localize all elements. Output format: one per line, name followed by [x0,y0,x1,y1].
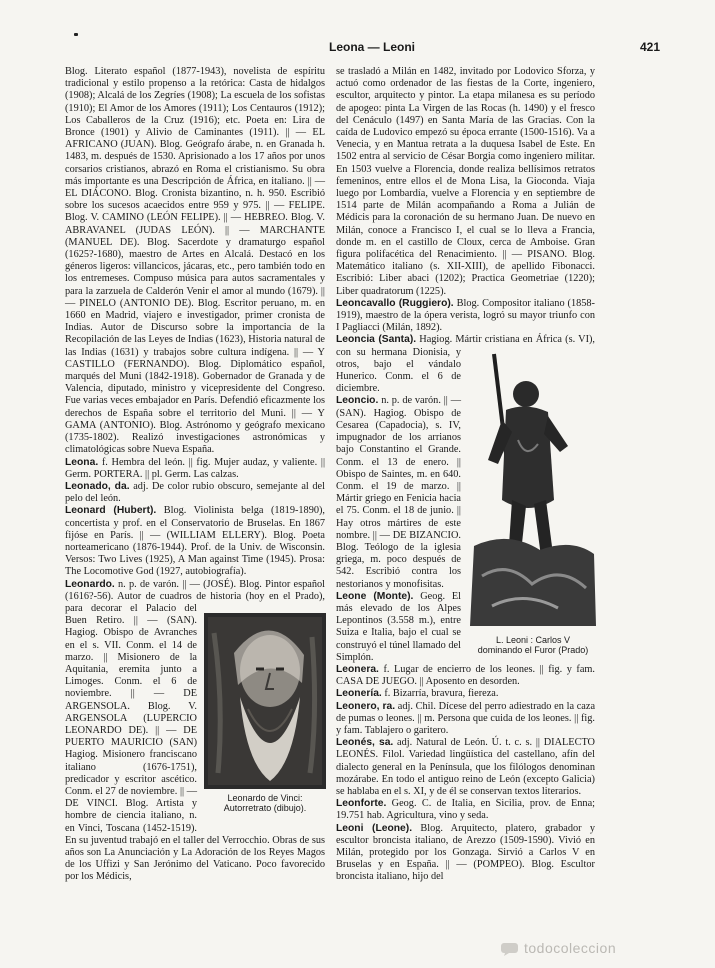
entry-text: adj. De color rubio obscuro, semejante al del pelo del león. [65,480,325,505]
site-watermark [500,940,712,960]
entry-text: f. Lugar de encierro de los leones. || fig. y fam. CASA DE JUEGO. || Aposento en desorden. [336,663,595,688]
figure-caption [468,635,598,655]
entry [336,798,595,822]
caption-line: Autorretrato (dibujo). [223,803,307,813]
entry [65,66,325,457]
entry [65,457,325,481]
statue-illustration [468,350,598,630]
speech-bubble-icon [500,942,520,956]
entry-text: adj. Chil. Dícese del perro adiestrado en la caza de pumas o leones. || m. Persona que cuida de los leones. || fig. y fam. Tablajero o garitero. [336,700,596,736]
entry-text: Geog. El más elevado de los Alpes Lepontinos (3.558 m.), entre Suiza e Italia, bajo el cual se construyó el túnel llamado del Simplón. [336,590,462,663]
charles-v-statue-figure [468,350,598,660]
entry-headword: Leonería. [336,688,382,700]
entry [336,688,595,700]
entry [65,505,325,578]
self-portrait-illustration [204,613,326,789]
page-header [60,40,660,60]
entry-text: f. Bizarría, bravura, fiereza. [384,688,499,700]
entry-text: adj. Natural de León. Ú. t. c. s. || DIALECTO LEONÉS. Filol. Variedad lingüística del castellano, afín del dialecto general en la Península, que los filólogos denominan mozárabe. En todo el antiguo reino de León (excepto Galicia) se hablaba en el s. XI, y de él se conservan textos literarios. [336,737,595,797]
entry-headword: Leoncia (Santa). [336,334,417,346]
entry-headword: Leoncavallo (Ruggiero). [336,297,454,309]
entry-headword: Leonard (Hubert). [65,505,157,517]
entry [336,701,595,738]
entry-text: Blog. Compositor italiano (1858-1919), maestro de la ópera verista, logró su mayor triunfo con I Pagliacci (Milán, 1892). [336,297,595,334]
entry-headword: Leonardo. [65,578,115,590]
entry-text: Blog. Violinista belga (1819-1890), concertista y prof. en el Conservatorio de Bruselas. En 1867 fijóse en París. || — (WILLIAM ELLERY). Blog. Poeta norteamericano (1876-1944). Prof. de la Univ. de Wisconsin. Versos: Two Lives (1925), A Man against Time (1945). Prosa: The Locomotive God (1927, autobiografía). [65,505,325,578]
caption-line: Leonardo de Vinci: [227,793,303,803]
leonardo-self-portrait-figure [204,613,326,823]
entry-headword: Leone (Monte). [336,590,414,602]
figure-caption [204,793,326,813]
entry-headword: Leonés, sa. [336,737,394,749]
entry [336,823,595,884]
entry [336,664,595,688]
entry-headword: Leonforte. [336,798,387,810]
entry-text: Blog. Literato español (1877-1943), novelista de espíritu tradicional y estilo propenso a la retórica: Casta de hidalgos (1908); Alcalá de los Zegríes (1908); La escuela de los sofistas (1910); El Amor de los Amores (1911); Los Centauros (1912); Los Caballeros de la Cruz (1916); etc. Poeta en: Lira de Bronce (1901) y Alivio de Caminantes (1911). || — EL AFRICANO (JUAN). Blog. Geógrafo árabe, n. en Granada h. 1483, m. después de 1530. Aprisionado a los 17 años por unos corsarios cristianos, abrazó en Roma el cristianismo. Su obra más importante es una Descripción de África, en italiano. || — EL DIÁCONO. Blog. Cronista bizantino, n. h. 950. Escribió sobre los sucesos acaecidos entre 959 y 975. || — FELIPE. Blog. V. CAMINO (LEÓN FELIPE). || — HEBREO. Blog. V. ABRAVANEL (JUDAS LEÓN). || — MARCHANTE (MANUEL DE). Blog. Sacerdote y dramaturgo español (1625?-1680), maestro de Artes en Alcalá. Destacó en los géneros ligeros: villancicos, jácaras, etc., pero también todo en los entremeses. Compuso música para autos sacramentales y para la zarzuela de Calderón Venir el amor al mundo (1679). || — PINELO (ANTONIO DE). Blog. Escritor peruano, m. en 1660 en Madrid, viajero e investigador, primer cronista de Indias. Autor de Discurso sobre la importancia de la Recopilación de las Leyes de Indias (1623), Historia natural de las Indias (1631) y trabajos sobre cultura indígena. || — Y CASTILLO (FERNANDO). Blog. Diplomático español, marqués del Muni (1842-1918). Gobernador de Granada y de Valencia, diputado, ministro y vicepresidente del Congreso. Fue varias veces embajador en París. Defendió eficazmente los derechos de España sobre el territorio del Muni. || — Y GAMA (ANTONIO). Blog. Astrónomo y geógrafo mexicano (1735-1802). Realizó investigaciones astronómicas y climatológicas sobre Nueva España. [65,66,325,456]
entry-text: Geog. C. de Italia, en Sicilia, prov. de Enna; 19.751 hab. Agricultura, vino y seda. [336,798,595,822]
entry-headword: Leoncio. [336,395,379,407]
page-number: 421 [639,40,660,54]
watermark-text: todocoleccion [524,940,617,956]
entry-text: Blog. Arquitecto, platero, grabador y escultor broncista italiano, de Arezzo (1509-1590). Vivió en Milán, protegido por los Gonzaga. Sirvió a Carlos V en Bruselas y en España. || — (POMPEO). Blog. Escultor broncista italiano, hijo del [336,822,595,883]
entry-text: se trasladó a Milán en 1482, invitado por Lodovico Sforza, y actuó como ordenador de las fiestas de la Corte, ingeniero, escultor, arquitecto y pintor. La etapa milanesa es su período de apogeo: pinta La Virgen de las Rocas (h. 1490) y el fresco del Cenáculo (1497) en Santa María de las Gracias. Con la caída de Ludovico empezó su época errante (1500-1516). Va a Venecia, y en Mantua retrata a la duquesa Isabel de Este. En 1502 entra al servicio de César Borgia como ingeniero militar. En 1503 vuelve a Florencia, donde realiza bellísimos retratos femeninos, entre ellos el de Mona Lisa, la Gioconda. Viaja luego por Lombardía, vuelve a Florencia y en septiembre de 1514 parte de Milán acompañando a Roma a Julián de Médicis para la coronación de su hermano Juan. De nuevo en Milán, conoce a Francisco I, el cual se lo lleva a Francia, donde m. en el castillo de Cloux, cerca de Amboise. Gran figura polifacética del Renacimiento. || — PISANO. Blog. Matemático italiano (s. XII-XIII), de apellido Fibonacci. Escribió: Liber abaci (1202); Practica Geometriae (1220); Liber quadratorum (1225). [336,66,595,297]
caption-line: L. Leoni : Carlos V [495,635,571,645]
print-mark [74,33,78,36]
entry [65,481,325,505]
entry [336,298,595,335]
caption-line: dominando el Furor (Prado) [477,645,589,655]
entry-headword: Leona. [65,456,99,468]
entry-text: n. p. de varón. || — (JOSÉ). Blog. Pintor español (1616?-56). Autor de cuadros de historia (hoy en el Prado), para decorar el Palacio del Buen Retiro. || — (SAN). Hagiog. Obispo de Avranches en el s. VII. Conm. el 14 de marzo. || Misionero de la Aquitania, eremita junto a Limoges. Conm. el 6 de noviembre. || — DE ARGENSOLA. Blog. V. ARGENSOLA (LUPERCIO LEONARDO DE). || — DE PUERTO MAURICIO (SAN) Hagiog. Misionero franciscano italiano (1676-1751), predicador y escritor ascético. Conm. el 27 de noviembre. || — DE VINCI. Blog. Artista y hombre de ciencia italiano, n. en Vinci, Toscana (1452-1519). En su juventud trabajó en el taller del Verrocchio. Obras de sus años son La Anunciación y La Adoración de los Reyes Magos de los Uffizi y San Jerónimo del Vaticano. Poco favorecido por los Médicis, [65,578,325,883]
entry-text: Hagiog. Mártir cristiana en África (s. VI), con su hermana Dionisia, y otros, bajo el vándalo Hunerico. Conm. el 6 de diciembre. [336,334,595,395]
entry [336,66,595,298]
entry-text: f. Hembra del león. || fig. Mujer audaz, y valiente. || Germ. PORTERA. || pl. Germ. Las calzas. [65,456,326,480]
running-head: Leona — Leoni [328,40,415,54]
entry [336,737,595,798]
entry-headword: Leonero, ra. [336,700,396,712]
entry-headword: Leoni (Leone). [336,822,413,834]
entry-text: n. p. de varón. || — (SAN). Hagiog. Obispo de Cesarea (Capadocia), s. IV, impugnador de los arrianos bajo Constantino el Grande. Conm. el 13 de enero. || Obispo de Saintes, m. en 640. Conm. el 19 de marzo. || Mártir griego en Fenicia hacia el 75. Conm. el 18 de junio. || Hay otros mártires de este nombre. || — DE BIZANCIO. Blog. Teólogo de la iglesia griega, m. poco después de 542. Escribió contra los nestorianos y monofisitas. [336,395,461,590]
entry-headword: Leonera. [336,663,379,675]
entry-headword: Leonado, da. [65,480,130,492]
